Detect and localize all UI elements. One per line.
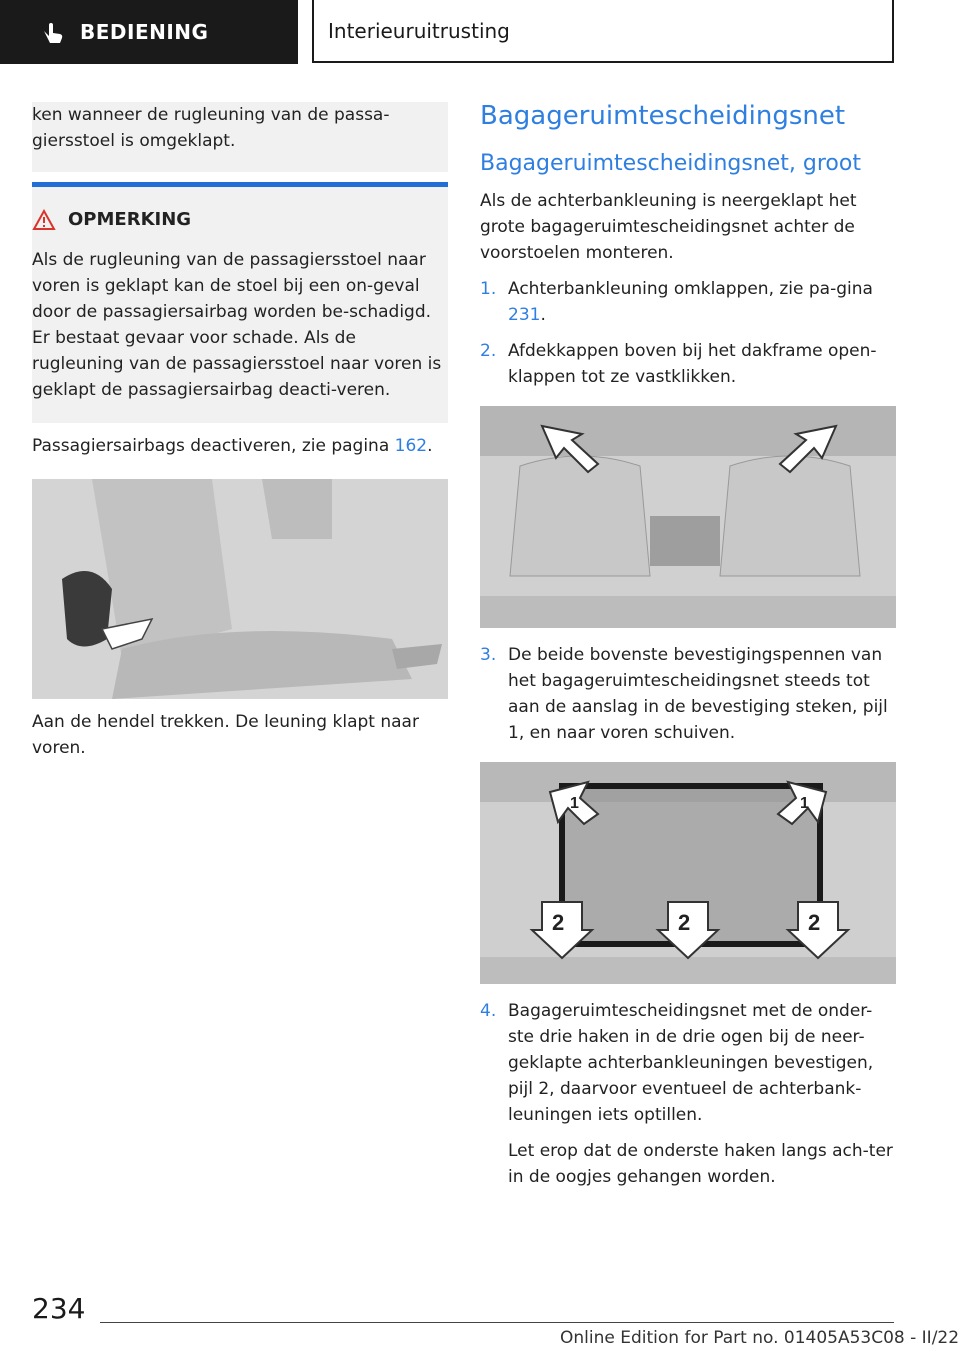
section-label: BEDIENING (80, 20, 209, 44)
notice-body: Als de rugleuning van de passagiersstoel naar voren is geklapt kan de stoel bij een on-geval door de passagiersairbag worden be-schadigd. Er bestaat gevaar voor schade. Als de rugleuning van de passagiersstoel naar voren is geklapt de passagiersairbag deacti-veren. (32, 250, 442, 400)
edition-text: Online Edition for Part no. 01405A53C08 - II/22 (560, 1328, 960, 1348)
arrow-2-left-label: 2 (552, 910, 565, 935)
figure-caption: Aan de hendel trekken. De leuning klapt naar voren. (32, 712, 419, 758)
roof-caps-figure (480, 406, 896, 628)
airbag-page-link[interactable]: 162 (394, 436, 428, 456)
airbag-ref-end: . (427, 436, 433, 456)
notice-box (32, 182, 448, 423)
step-text: De beide bovenste bevestigingspennen van het bagageruimtescheidingsnet steeds tot aan de aanslag in de bevestiging steken, pijl 1, en naar voren schuiven. (508, 645, 888, 743)
footer-divider (100, 1322, 894, 1323)
notice-title: OPMERKING (68, 209, 192, 230)
step-1 (480, 276, 896, 328)
arrow-1-left-label: 1 (570, 795, 579, 812)
left-column (32, 102, 448, 761)
section-heading: Bagageruimtescheidingsnet (480, 101, 846, 131)
arrow-2-middle-label: 2 (678, 910, 691, 935)
airbag-ref-text: Passagiersairbags deactiveren, zie pagina (32, 436, 390, 456)
step-2 (480, 338, 896, 390)
step-text: Achterbankleuning omklappen, zie pa-gina 231. (508, 279, 873, 325)
step-number: 2. (480, 341, 497, 361)
notice-heading (32, 207, 448, 233)
seat-lever-figure (32, 479, 448, 699)
chapter-title: Interieuruitrusting (312, 0, 894, 63)
step-text: Bagageruimtescheidingsnet met de onder-ste drie haken in de drie ogen bij de neer-geklapte achterbankleuningen bevestigen, pijl 2, daarvoor eventueel de achterbank-leuningen iets optillen. (508, 1001, 874, 1125)
step-text: Afdekkappen boven bij het dakframe open-klappen tot ze vastklikken. (508, 341, 877, 387)
warning-triangle-icon (32, 209, 56, 231)
airbag-reference (32, 433, 448, 459)
step-3 (480, 642, 896, 746)
step-note: Let erop dat de onderste haken langs ach-ter in de oogjes gehangen worden. (508, 1141, 893, 1187)
step-number: 3. (480, 645, 497, 665)
section-tab (0, 0, 298, 64)
step-number: 1. (480, 279, 497, 299)
step-4 (480, 998, 896, 1190)
arrow-1-right-label: 1 (800, 795, 809, 812)
page-number: 234 (32, 1292, 86, 1325)
step-number: 4. (480, 1001, 497, 1021)
intro-box (32, 102, 448, 172)
net-install-figure (480, 762, 896, 984)
intro-paragraph: Als de achterbankleuning is neergeklapt het grote bagageruimtescheidingsnet achter de voorstoelen monteren. (480, 191, 857, 263)
step-1-page-link[interactable]: 231 (508, 305, 541, 325)
intro-text: ken wanneer de rugleuning van de passa-giersstoel is omgeklapt. (32, 105, 390, 151)
right-column (480, 96, 896, 1190)
section-subheading: Bagageruimtescheidingsnet, groot (480, 151, 861, 176)
hand-pointer-icon (40, 19, 66, 45)
arrow-2-right-label: 2 (808, 910, 821, 935)
